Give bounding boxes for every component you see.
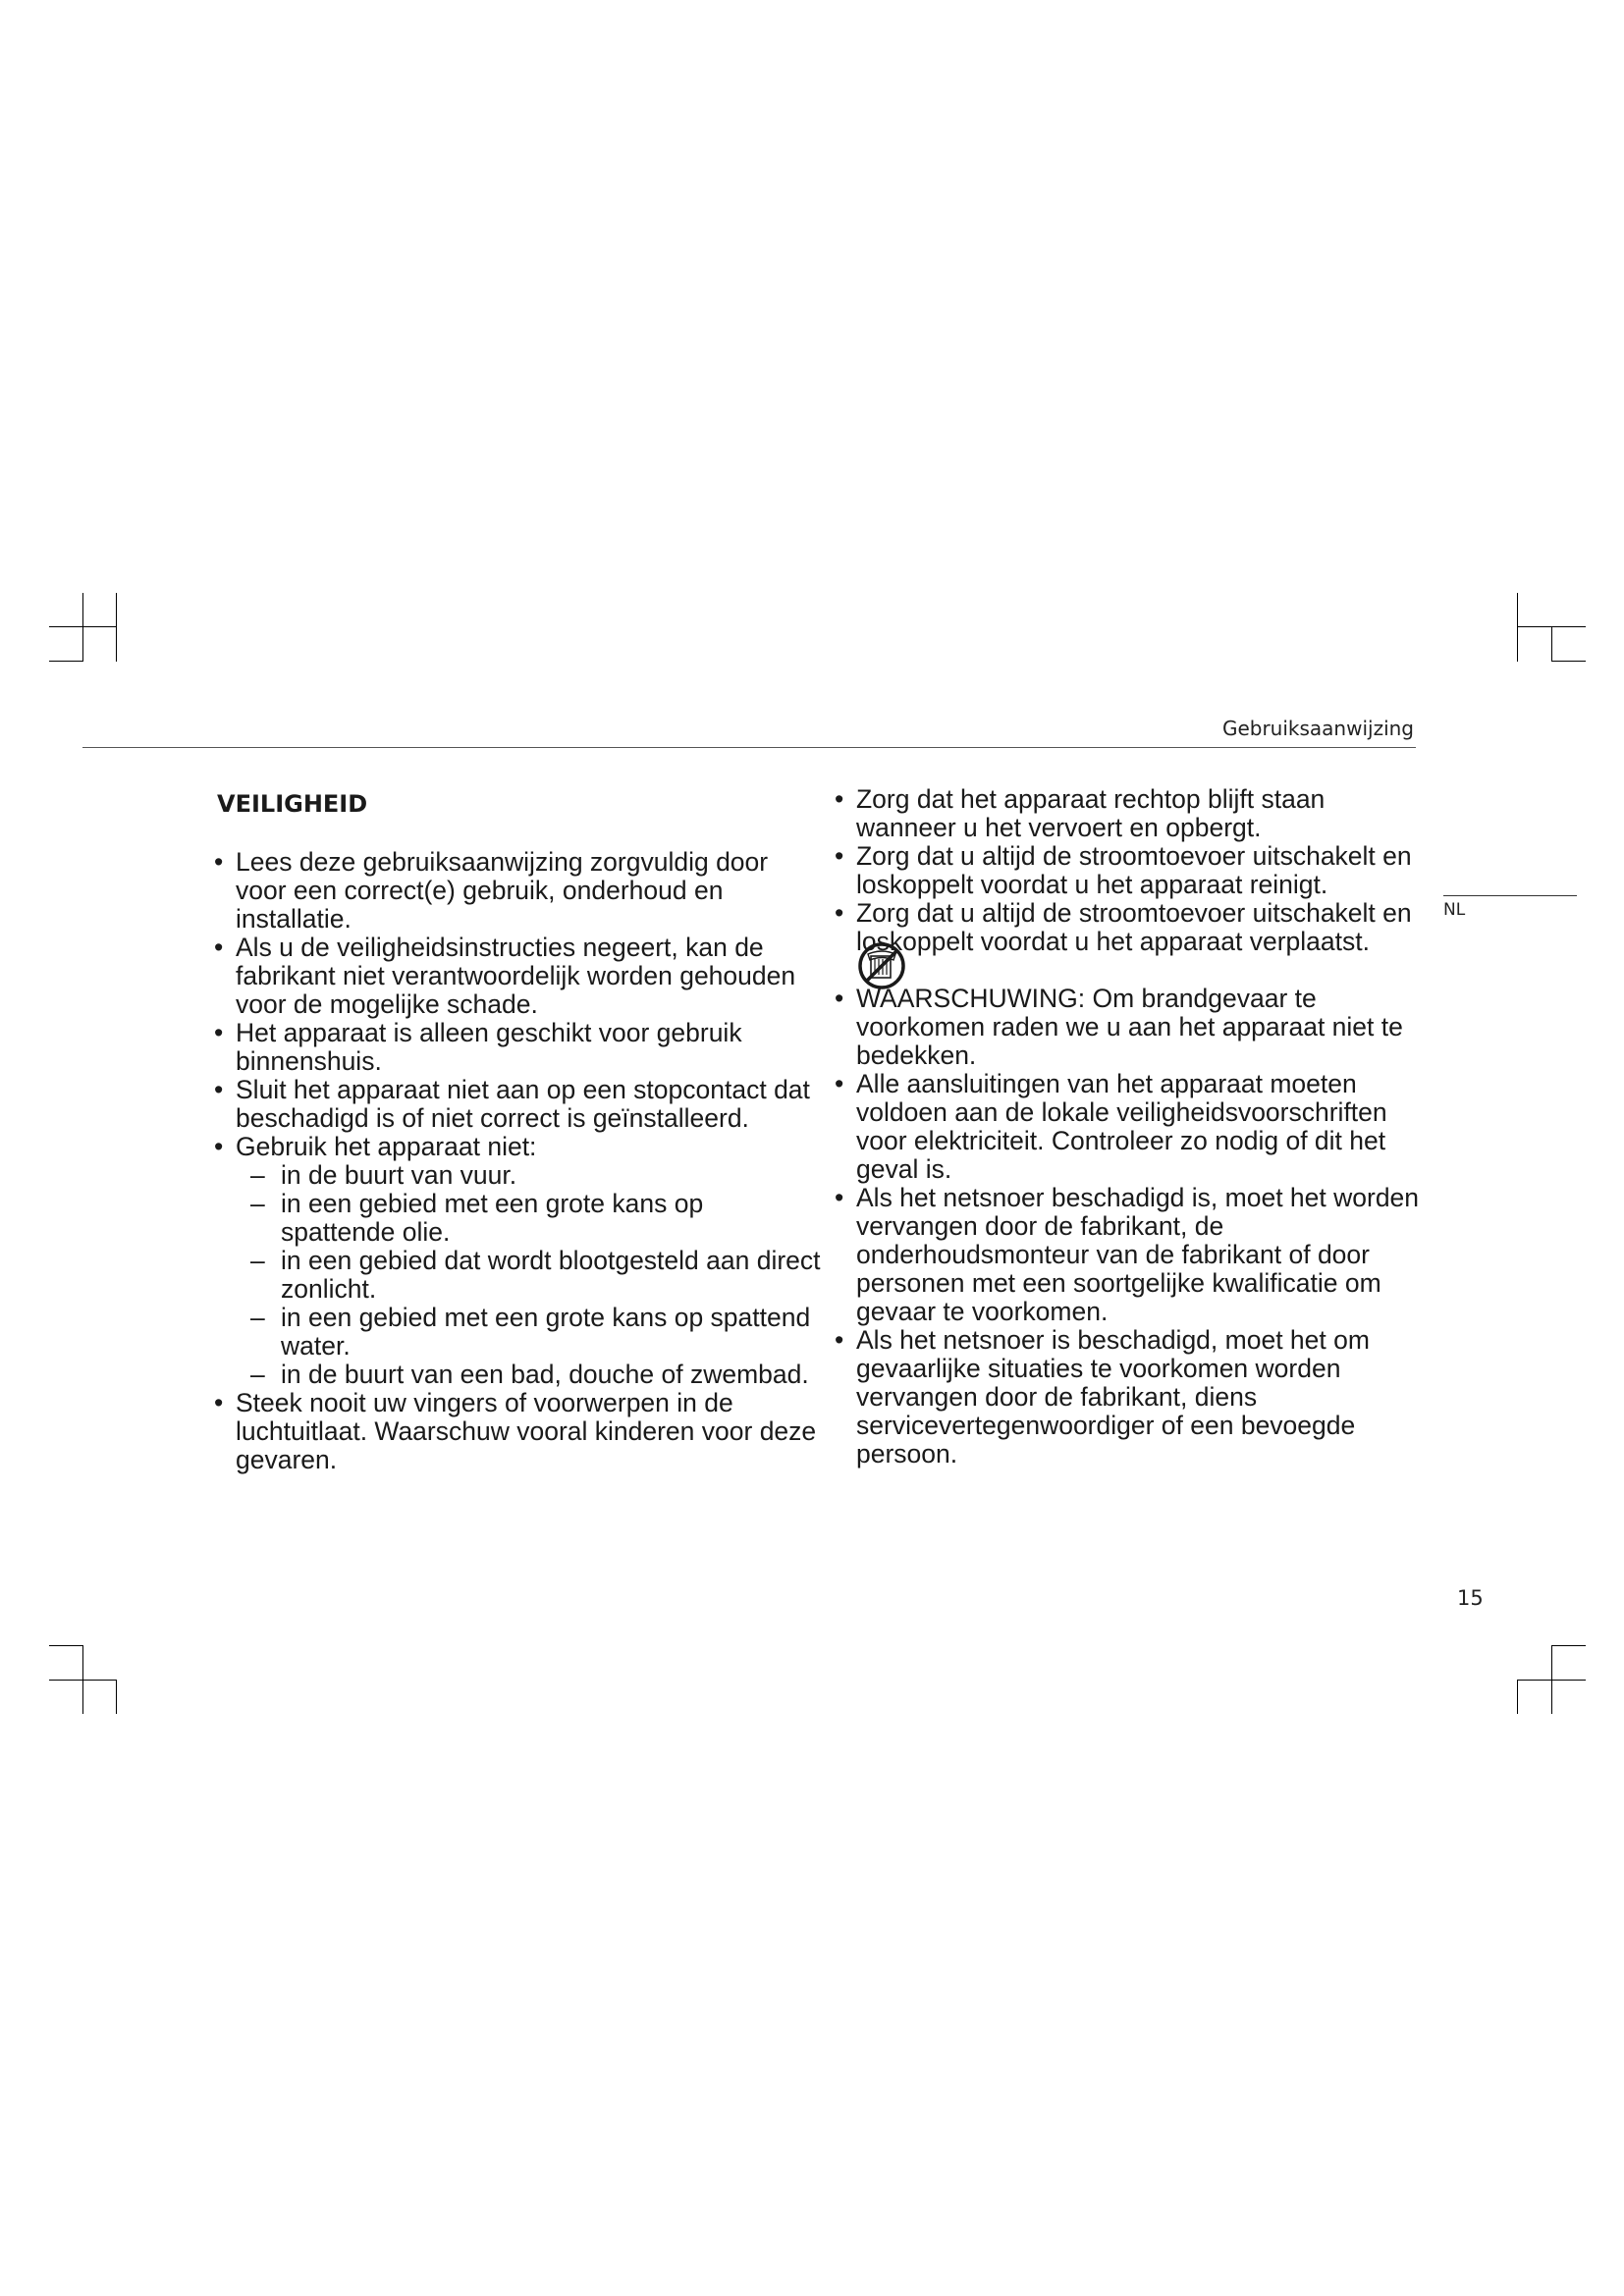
crop-mark-top-right [1517,626,1586,627]
sub-list-item-text: in de buurt van vuur. [281,1160,517,1190]
crop-mark-top-right [1517,593,1518,662]
list-item: • Als het netsnoer is beschadigd, moet het om gevaarlijke situaties te voorkomen worden vervangen door de fabrikant, diens servicevertegenwoordiger of een bevoegde persoon. [835,1326,1424,1468]
crop-mark-top-right [1551,626,1552,662]
list-item: • Als het netsnoer beschadigd is, moet het worden vervangen door de fabrikant, de onderhoudsmonteur van de fabrikant of door personen met een soortgelijke kwalificatie om gevaar te voorkomen. [835,1184,1424,1326]
dash-marker: – [250,1189,265,1218]
crop-mark-bottom-left [49,1645,83,1646]
list-item: • Het apparaat is alleen geschikt voor gebruik binnenshuis. [214,1019,823,1076]
header-title: Gebruiksaanwijzing [1221,717,1414,740]
list-item: • Zorg dat u altijd de stroomtoevoer uitschakelt en loskoppelt voordat u het apparaat verplaatst. [835,899,1424,956]
crop-mark-top-left [82,593,83,662]
crop-mark-bottom-right [1551,1645,1586,1646]
page-number: 15 [1457,1586,1484,1610]
dash-marker: – [250,1303,265,1332]
sub-list-item [250,1161,823,1190]
sub-list-item [250,1247,823,1304]
sub-list-item-text: in een gebied met een grote kans op spattend water. [281,1303,811,1361]
list-item: • Sluit het apparaat niet aan op een stopcontact dat beschadigd is of niet correct is geïnstalleerd. [214,1076,823,1133]
warning-text: WAARSCHUWING: Om brandgevaar te voorkomen raden we u aan het apparaat niet te bedekken. [856,984,1403,1070]
list-item [214,1133,823,1389]
list-item: • Als u de veiligheidsinstructies negeert, kan de fabrikant niet verantwoordelijk worden gehouden voor de mogelijke schade. [214,934,823,1019]
right-column [835,785,1424,1468]
sub-list-item-text: in een gebied met een grote kans op spattende olie. [281,1189,704,1247]
section-title: VEILIGHEID [217,790,368,818]
crop-mark-bottom-right [1517,1680,1518,1714]
sub-list-item [250,1190,823,1247]
list-item: • Lees deze gebruiksaanwijzing zorgvuldig door voor een correct(e) gebruik, onderhoud en installatie. [214,848,823,934]
safety-list [214,848,823,1474]
crop-mark-bottom-left [116,1680,117,1714]
safety-list-continued [835,785,1424,1468]
list-item: • Alle aansluitingen van het apparaat moeten voldoen aan de lokale veiligheidsvoorschriften voor elektriciteit. Controleer zo nodig of dit het geval is. [835,1070,1424,1184]
dash-marker: – [250,1246,265,1275]
crop-mark-bottom-left [49,1680,117,1681]
crop-mark-top-left [49,626,116,627]
dash-marker: – [250,1360,265,1389]
sub-list-item [250,1361,823,1389]
header-divider [82,747,1416,748]
left-column [214,789,823,1474]
dash-marker: – [250,1160,265,1190]
list-item-text: Gebruik het apparaat niet: [236,1132,537,1161]
sub-list-item [250,1304,823,1361]
crop-mark-top-left [49,661,83,662]
language-tab-label: NL [1443,900,1466,920]
crop-mark-top-left [116,593,117,662]
list-item: • Zorg dat het apparaat rechtop blijft staan wanneer u het vervoert en opbergt. [835,785,1424,842]
crop-mark-bottom-right [1517,1680,1586,1681]
crop-mark-top-right [1551,661,1586,662]
sub-list-item-text: in de buurt van een bad, douche of zwembad. [281,1360,809,1389]
sub-list [236,1161,823,1389]
list-item: • Steek nooit uw vingers of voorwerpen in de luchtuitlaat. Waarschuw vooral kinderen voor deze gevaren. [214,1389,823,1474]
language-tab-divider [1443,895,1577,896]
sub-list-item-text: in een gebied dat wordt blootgesteld aan direct zonlicht. [281,1246,821,1304]
list-item: • Zorg dat u altijd de stroomtoevoer uitschakelt en loskoppelt voordat u het apparaat reinigt. [835,842,1424,899]
warning-item [835,985,1424,1070]
do-not-cover-icon [856,940,907,991]
